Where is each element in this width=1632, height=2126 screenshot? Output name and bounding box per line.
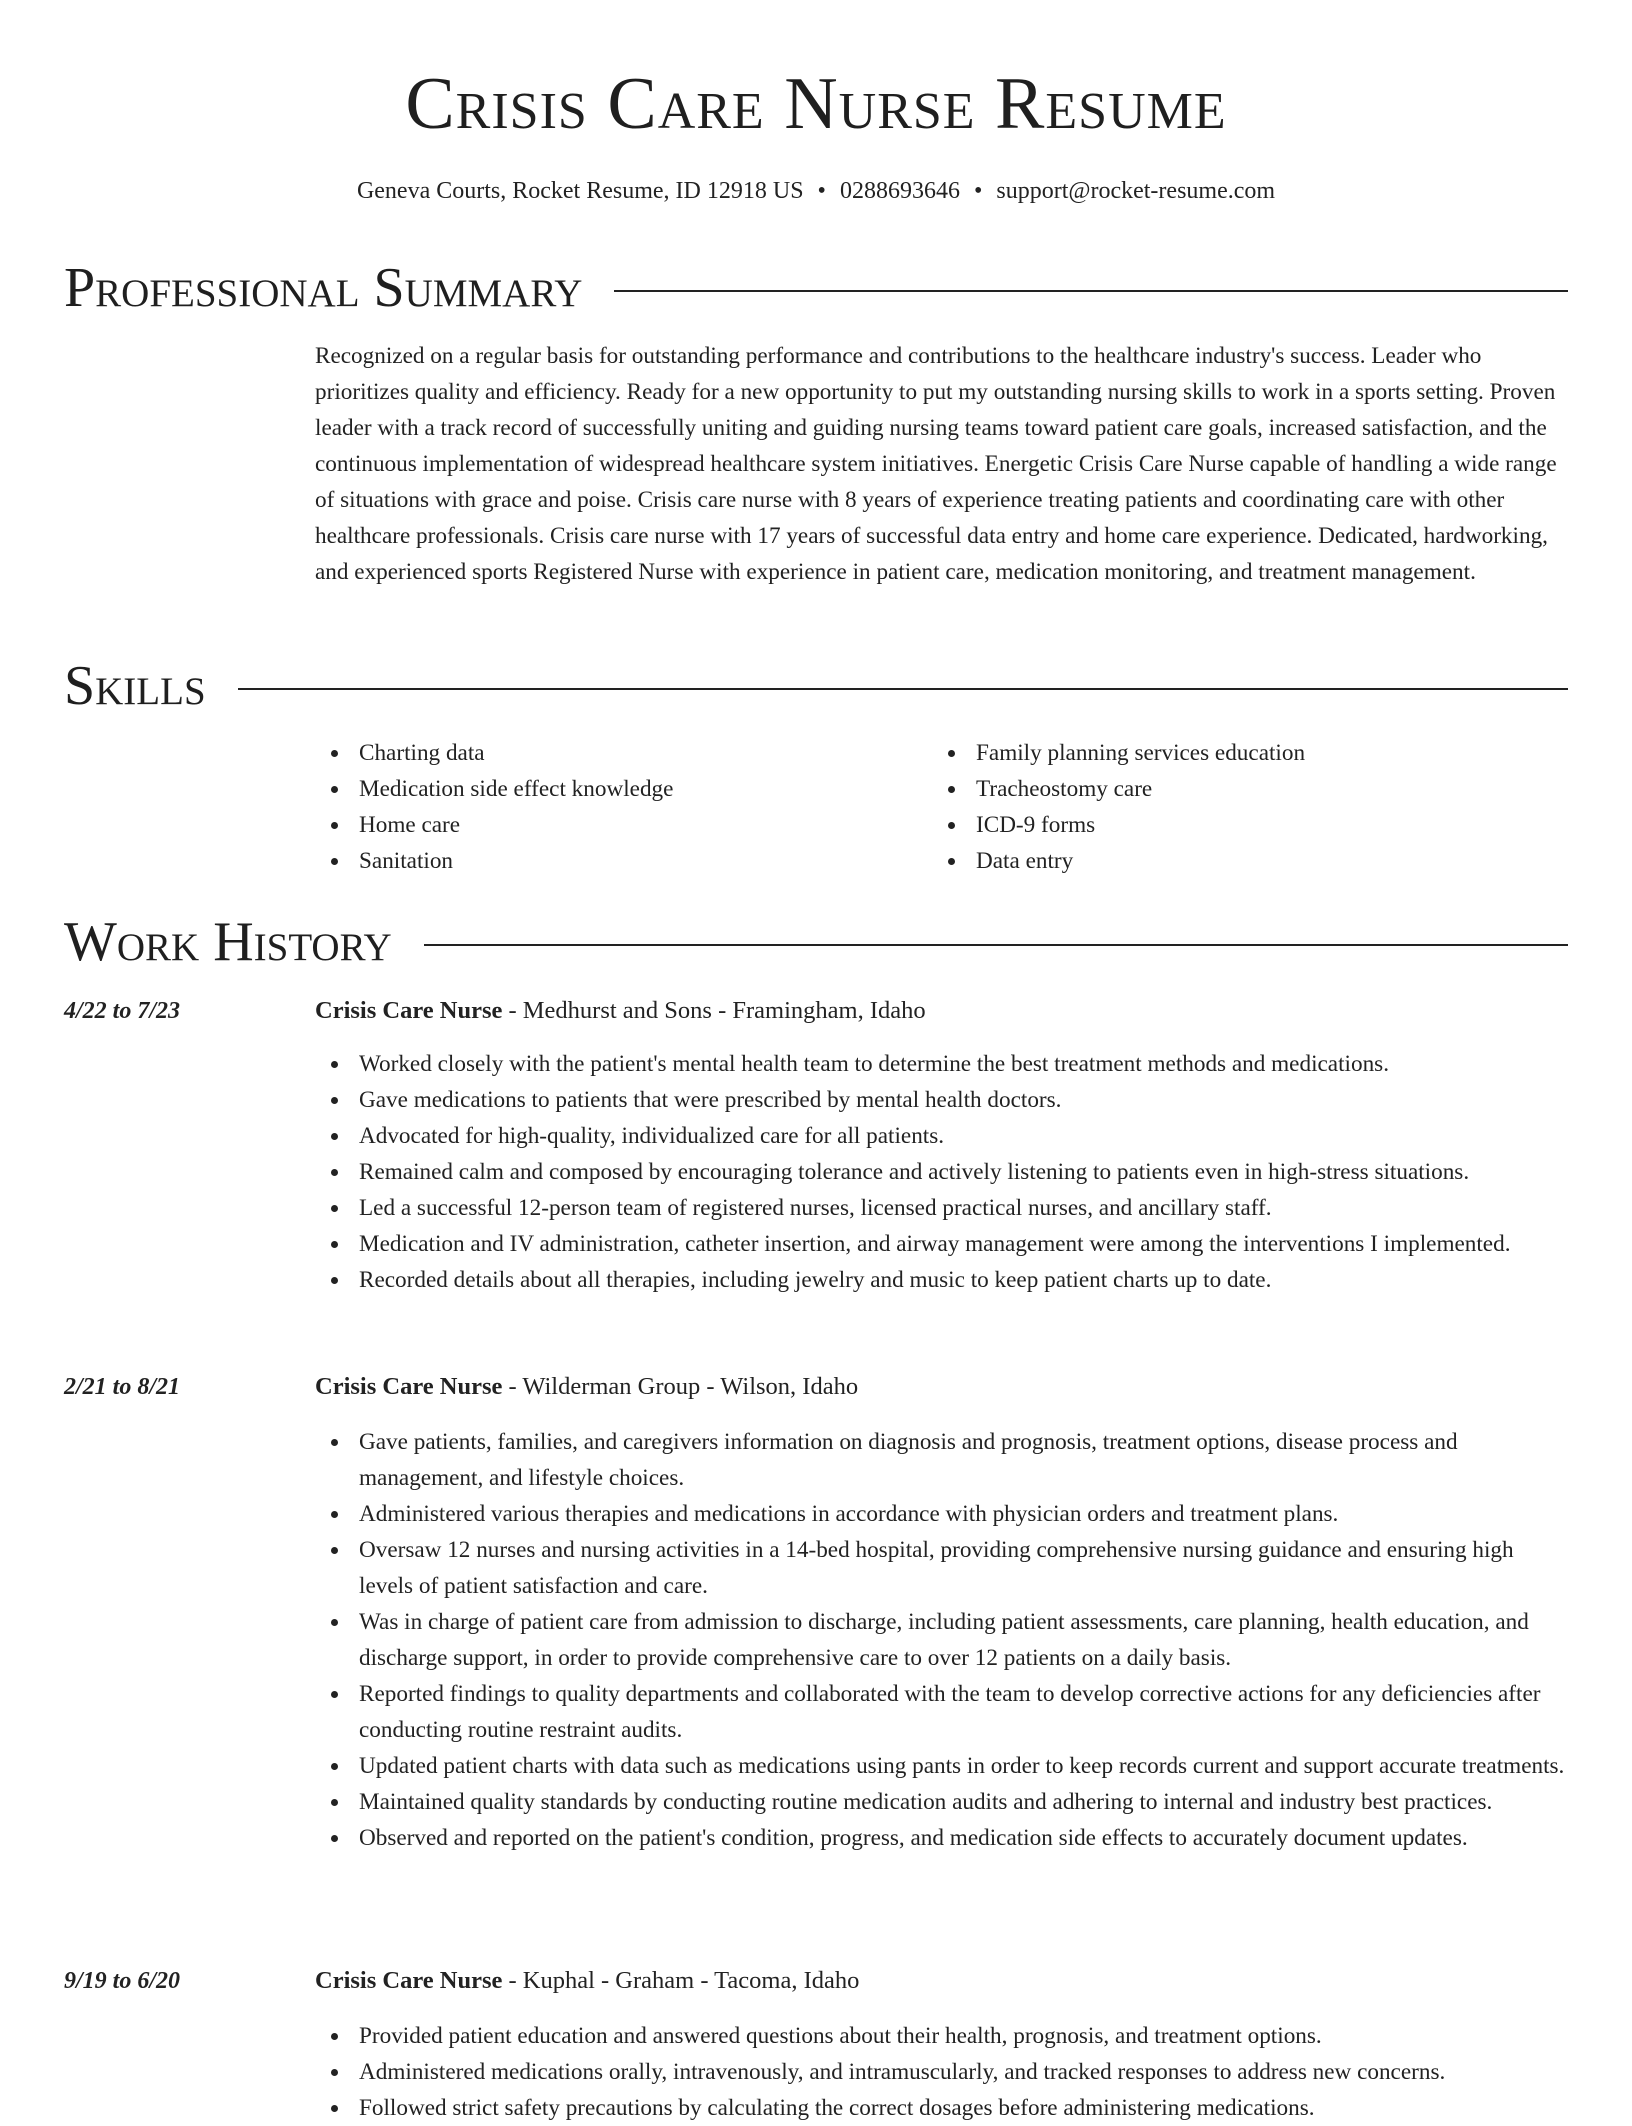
job-duty-item: Gave patients, families, and caregivers information on diagnosis and prognosis, treatment options, disease process and management, and lifestyle choices. xyxy=(315,1424,1565,1496)
skill-item: Home care xyxy=(315,807,915,843)
job-duty-item: Administered medications orally, intravenously, and intramuscularly, and tracked responses to address new concerns. xyxy=(315,2054,1565,2090)
skill-item: Charting data xyxy=(315,735,915,771)
summary-section-title: Professional Summary xyxy=(64,257,583,319)
job-duty-item: Observed and reported on the patient's condition, progress, and medication side effects to accurately document updates. xyxy=(315,1820,1565,1856)
job-title: Crisis Care Nurse xyxy=(315,997,503,1024)
summary-section-header xyxy=(64,256,1568,320)
summary-text: Recognized on a regular basis for outstanding performance and contributions to the healthcare industry's success. Leader who prioritizes quality and efficiency. Ready for a new opportunity to put my outstanding nursing skills to work in a sports setting. Proven leader with a track record of successfully uniting and guiding nursing teams toward patient care goals, increased satisfaction, and the continuous implementation of widespread healthcare system initiatives. Energetic Crisis Care Nurse capable of handling a wide range of situations with grace and poise. Crisis care nurse with 8 years of experience treating patients and coordinating care with other healthcare professionals. Crisis care nurse with 17 years of successful data entry and home care experience. Dedicated, hardworking, and experienced sports Registered Nurse with experience in patient care, medication monitoring, and treatment management. xyxy=(315,343,1557,585)
job-dates: 2/21 to 8/21 xyxy=(64,1374,181,1400)
job-dates: 9/19 to 6/20 xyxy=(64,1968,181,1994)
skills-section-title: Skills xyxy=(64,655,206,717)
job-duty-item: Led a successful 12-person team of registered nurses, licensed practical nurses, and ancillary staff. xyxy=(315,1190,1565,1226)
job-duty-item: Provided patient education and answered questions about their health, prognosis, and treatment options. xyxy=(315,2018,1565,2054)
job-duty-item: Gave medications to patients that were prescribed by mental health doctors. xyxy=(315,1082,1565,1118)
job-company-location: - Kuphal - Graham - Tacoma, Idaho xyxy=(502,1967,860,1994)
section-divider xyxy=(238,688,1568,690)
contact-address: Geneva Courts, Rocket Resume, ID 12918 US xyxy=(356,178,804,204)
contact-email[interactable]: support@rocket-resume.com xyxy=(996,178,1276,204)
skill-item: Sanitation xyxy=(315,843,915,879)
job-heading xyxy=(315,1369,858,1405)
skill-item: Medication side effect knowledge xyxy=(315,771,915,807)
job-duties-list xyxy=(315,1046,1565,1298)
work-section-title: Work History xyxy=(64,911,392,973)
contact-phone: 0288693646 xyxy=(839,178,960,204)
job-company-location: - Wilderman Group - Wilson, Idaho xyxy=(502,1373,859,1400)
job-duty-item: Maintained quality standards by conducting routine medication audits and adhering to internal and industry best practices. xyxy=(315,1784,1565,1820)
skill-item: Data entry xyxy=(932,843,1532,879)
job-duties-list xyxy=(315,2018,1565,2126)
work-section-header xyxy=(64,910,1568,974)
skill-item: Family planning services education xyxy=(932,735,1532,771)
resume-title: Crisis Care Nurse Resume xyxy=(405,63,1227,145)
job-heading xyxy=(315,1963,859,1999)
job-dates: 4/22 to 7/23 xyxy=(64,998,181,1024)
job-duty-item: Worked closely with the patient's mental health team to determine the best treatment methods and medications. xyxy=(315,1046,1565,1082)
job-duty-item: Updated patient charts with data such as medications using pants in order to keep records current and support accurate treatments. xyxy=(315,1748,1565,1784)
job-duty-item: Administered various therapies and medications in accordance with physician orders and treatment plans. xyxy=(315,1496,1565,1532)
job-duty-item: Medication and IV administration, catheter insertion, and airway management were among the interventions I implemented. xyxy=(315,1226,1565,1262)
job-duties-list xyxy=(315,1424,1565,1856)
skill-item: Tracheostomy care xyxy=(932,771,1532,807)
job-duty-item: Was in charge of patient care from admission to discharge, including patient assessments, care planning, health education, and discharge support, in order to provide comprehensive care to over 12 patients on a daily basis. xyxy=(315,1604,1565,1676)
skill-item: ICD-9 forms xyxy=(932,807,1532,843)
job-duty-item: Oversaw 12 nurses and nursing activities in a 14-bed hospital, providing comprehensive nursing guidance and ensuring high levels of patient satisfaction and care. xyxy=(315,1532,1565,1604)
skills-list-left xyxy=(315,735,915,879)
job-duty-item: Advocated for high-quality, individualized care for all patients. xyxy=(315,1118,1565,1154)
job-duty-item: Reported findings to quality departments and collaborated with the team to develop corrective actions for any deficiencies after conducting routine restraint audits. xyxy=(315,1676,1565,1748)
contact-line xyxy=(0,175,1632,207)
skills-section-header xyxy=(64,654,1568,718)
section-divider xyxy=(424,944,1568,946)
job-duty-item: Remained calm and composed by encouraging tolerance and actively listening to patients even in high-stress situations. xyxy=(315,1154,1565,1190)
contact-separator: • xyxy=(973,178,983,204)
job-title: Crisis Care Nurse xyxy=(315,1373,503,1400)
job-company-location: - Medhurst and Sons - Framingham, Idaho xyxy=(502,997,926,1024)
job-title: Crisis Care Nurse xyxy=(315,1967,503,1994)
job-duty-item: Recorded details about all therapies, including jewelry and music to keep patient charts up to date. xyxy=(315,1262,1565,1298)
job-duty-item: Followed strict safety precautions by calculating the correct dosages before administering medications. xyxy=(315,2090,1565,2126)
job-heading xyxy=(315,993,926,1029)
section-divider xyxy=(614,290,1568,292)
skills-list-right xyxy=(932,735,1532,879)
contact-separator: • xyxy=(817,178,826,204)
